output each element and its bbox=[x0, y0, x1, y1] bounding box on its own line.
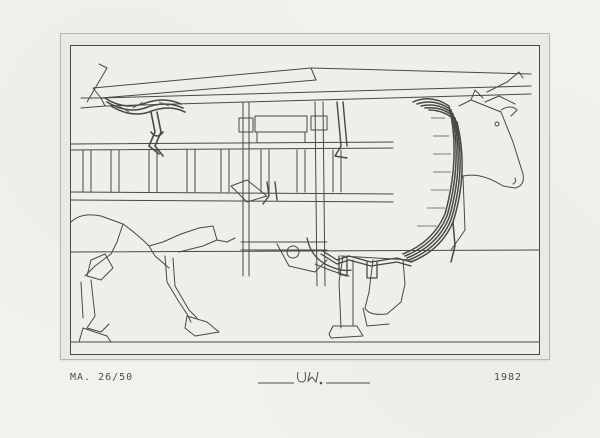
print-year: 1982 bbox=[494, 372, 523, 383]
rope-shading bbox=[119, 102, 451, 226]
harness-straps bbox=[307, 238, 411, 278]
etching-image bbox=[70, 45, 540, 355]
ox-head bbox=[459, 72, 523, 188]
artist-signature bbox=[258, 366, 370, 388]
edition-number: MA. 26/50 bbox=[70, 372, 134, 383]
ox-cart-etching bbox=[71, 46, 539, 354]
rope-coil-left bbox=[105, 98, 185, 156]
rope-coil-right bbox=[403, 99, 462, 262]
cow-left-body bbox=[71, 215, 235, 342]
cart-side-ladder bbox=[71, 142, 393, 202]
